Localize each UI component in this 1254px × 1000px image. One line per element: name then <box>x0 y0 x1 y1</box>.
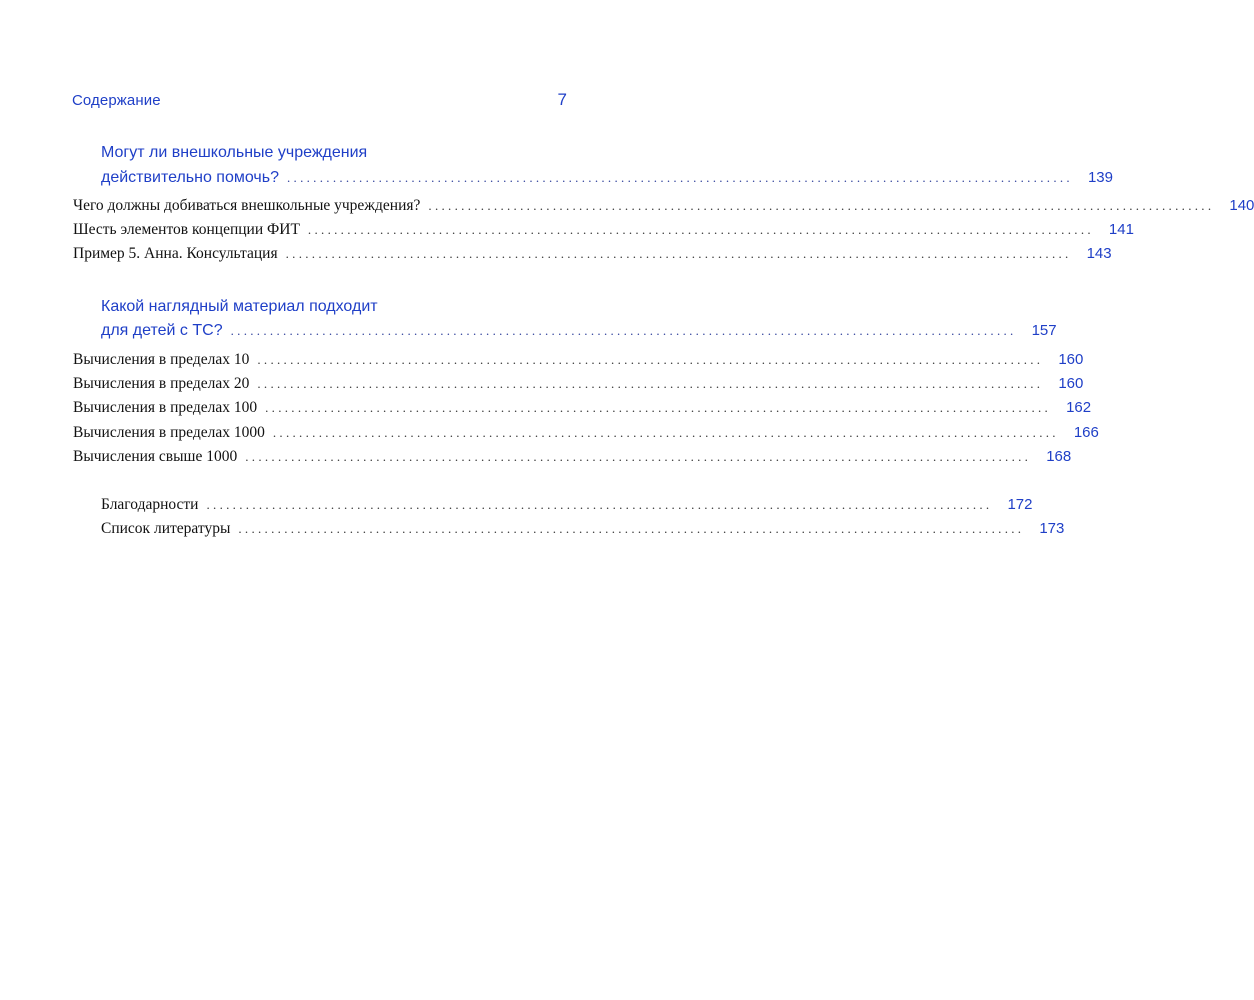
toc-back-matter-entry[interactable] <box>101 496 1033 514</box>
section-title: Могут ли внешкольные учреждения <box>101 144 368 161</box>
section-title: Какой наглядный материал подходит <box>101 298 378 315</box>
toc-entry[interactable] <box>73 351 1084 369</box>
toc-entry[interactable] <box>73 197 1254 215</box>
toc-label: для детей с ТС? <box>101 322 223 339</box>
toc-label: Вычисления свыше 1000 <box>73 448 238 465</box>
toc-label: Чего должны добиваться внешкольные учреждения? <box>73 197 421 214</box>
toc-page-number: 140 <box>1229 197 1254 214</box>
toc-page-number: 160 <box>1058 351 1084 368</box>
toc-label: Список литературы <box>101 520 231 537</box>
toc-entry[interactable] <box>73 448 1072 466</box>
toc-section-heading[interactable] <box>101 169 1113 187</box>
running-header-title: Содержание <box>72 92 161 109</box>
toc-page-number: 157 <box>1031 322 1057 339</box>
toc-entry[interactable] <box>73 424 1099 442</box>
leader-dots: ........................................................................................................................ <box>257 376 1044 391</box>
leader-dots: ........................................................................................................................ <box>272 425 1059 440</box>
leader-dots: ........................................................................................................................ <box>238 521 1025 536</box>
toc-entry[interactable] <box>73 221 1134 239</box>
toc-label: Шесть элементов концепции ФИТ <box>73 221 300 238</box>
toc-label: Вычисления в пределах 1000 <box>73 424 265 441</box>
toc-label: Пример 5. Анна. Консультация <box>73 245 278 262</box>
toc-entry[interactable] <box>73 375 1084 393</box>
toc-page-number: 166 <box>1073 424 1099 441</box>
toc-page-number: 162 <box>1066 399 1092 416</box>
toc-back-matter-entry[interactable] <box>101 520 1065 538</box>
toc-section-heading[interactable] <box>101 322 1057 340</box>
leader-dots: ........................................................................................................................ <box>230 323 1017 338</box>
toc-entry[interactable] <box>73 399 1092 417</box>
toc-page-number: 168 <box>1046 448 1072 465</box>
toc-page-number: 141 <box>1108 221 1134 238</box>
leader-dots: ........................................................................................................................ <box>428 198 1215 213</box>
toc-label: Благодарности <box>101 496 199 513</box>
leader-dots: ........................................................................................................................ <box>286 170 1073 185</box>
toc-page-number: 143 <box>1086 245 1112 262</box>
toc-entry[interactable] <box>73 245 1112 263</box>
leader-dots: ........................................................................................................................ <box>206 497 993 512</box>
toc-label: действительно помочь? <box>101 169 279 186</box>
leader-dots: ........................................................................................................................ <box>245 449 1032 464</box>
leader-dots: ........................................................................................................................ <box>265 400 1052 415</box>
toc-label: Вычисления в пределах 20 <box>73 375 250 392</box>
toc-page-number: 172 <box>1007 496 1033 513</box>
leader-dots: ........................................................................................................................ <box>307 222 1094 237</box>
page-number: 7 <box>557 90 567 109</box>
toc-label: Вычисления в пределах 100 <box>73 399 258 416</box>
toc-page-number: 173 <box>1039 520 1065 537</box>
leader-dots: ........................................................................................................................ <box>257 352 1044 367</box>
leader-dots: ........................................................................................................................ <box>285 246 1072 261</box>
toc-label: Вычисления в пределах 10 <box>73 351 250 368</box>
toc-page-number: 139 <box>1087 169 1113 186</box>
toc-page-number: 160 <box>1058 375 1084 392</box>
